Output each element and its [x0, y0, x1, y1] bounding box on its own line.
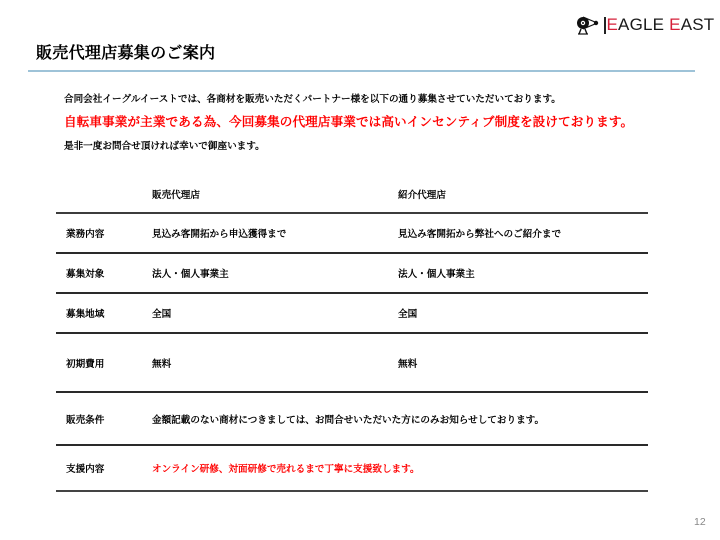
- title-divider: [28, 70, 695, 72]
- span-cell-highlight: オンライン研修、対面研修で売れるまで丁寧に支援致します。: [152, 464, 420, 475]
- sales-cell: 無料: [152, 358, 172, 370]
- company-logo: [576, 13, 714, 37]
- referral-cell: 法人・個人事業主: [398, 269, 475, 280]
- header-referral-agent: 紹介代理店: [398, 190, 446, 201]
- logo-wordmark: [604, 15, 714, 35]
- table-row-support: [56, 446, 648, 492]
- logo-letter-e2: E: [669, 15, 681, 34]
- logo-text-ast: AST: [680, 15, 715, 34]
- table-row-sales-conditions: [56, 393, 648, 446]
- table-row: [56, 254, 648, 294]
- row-label: 初期費用: [66, 358, 105, 370]
- table-row: [56, 214, 648, 254]
- logo-letter-e1: E: [606, 15, 619, 34]
- row-label: 業務内容: [66, 229, 105, 240]
- row-label: 販売条件: [66, 414, 105, 426]
- referral-cell: 見込み客開拓から弊社へのご紹介まで: [398, 229, 562, 240]
- span-cell: 金額記載のない商材につきましては、お問合せいただいた方にのみお知らせしております。: [152, 414, 545, 426]
- header-sales-agent: 販売代理店: [152, 190, 200, 201]
- logo-divider: [604, 17, 606, 34]
- recruitment-table: [56, 176, 648, 492]
- referral-cell: 全国: [398, 309, 418, 320]
- table-header: [56, 176, 648, 214]
- referral-cell: 無料: [398, 358, 418, 370]
- row-label: 募集地域: [66, 309, 105, 320]
- sales-cell: 法人・個人事業主: [152, 269, 229, 280]
- row-label: 募集対象: [66, 269, 105, 280]
- intro-text: 合同会社イーグルイーストでは、各商材を販売いただくパートナー様を以下の通り募集させていただいております。: [64, 94, 561, 105]
- page-title: 販売代理店募集のご案内: [36, 43, 216, 62]
- reel-camera-icon: [576, 15, 602, 35]
- row-label: 支援内容: [66, 464, 105, 475]
- page-number: 12: [694, 516, 706, 528]
- sales-cell: 見込み客開拓から申込獲得まで: [152, 229, 287, 240]
- logo-text-agle: AGLE: [618, 15, 670, 34]
- intro-highlight: 自転車事業が主業である為、今回募集の代理店事業では高いインセンティブ制度を設けております。: [64, 114, 634, 129]
- table-row: [56, 294, 648, 334]
- intro-closing: 是非一度お問合せ頂ければ幸いで御座います。: [64, 141, 265, 152]
- table-row: [56, 334, 648, 393]
- sales-cell: 全国: [152, 309, 172, 320]
